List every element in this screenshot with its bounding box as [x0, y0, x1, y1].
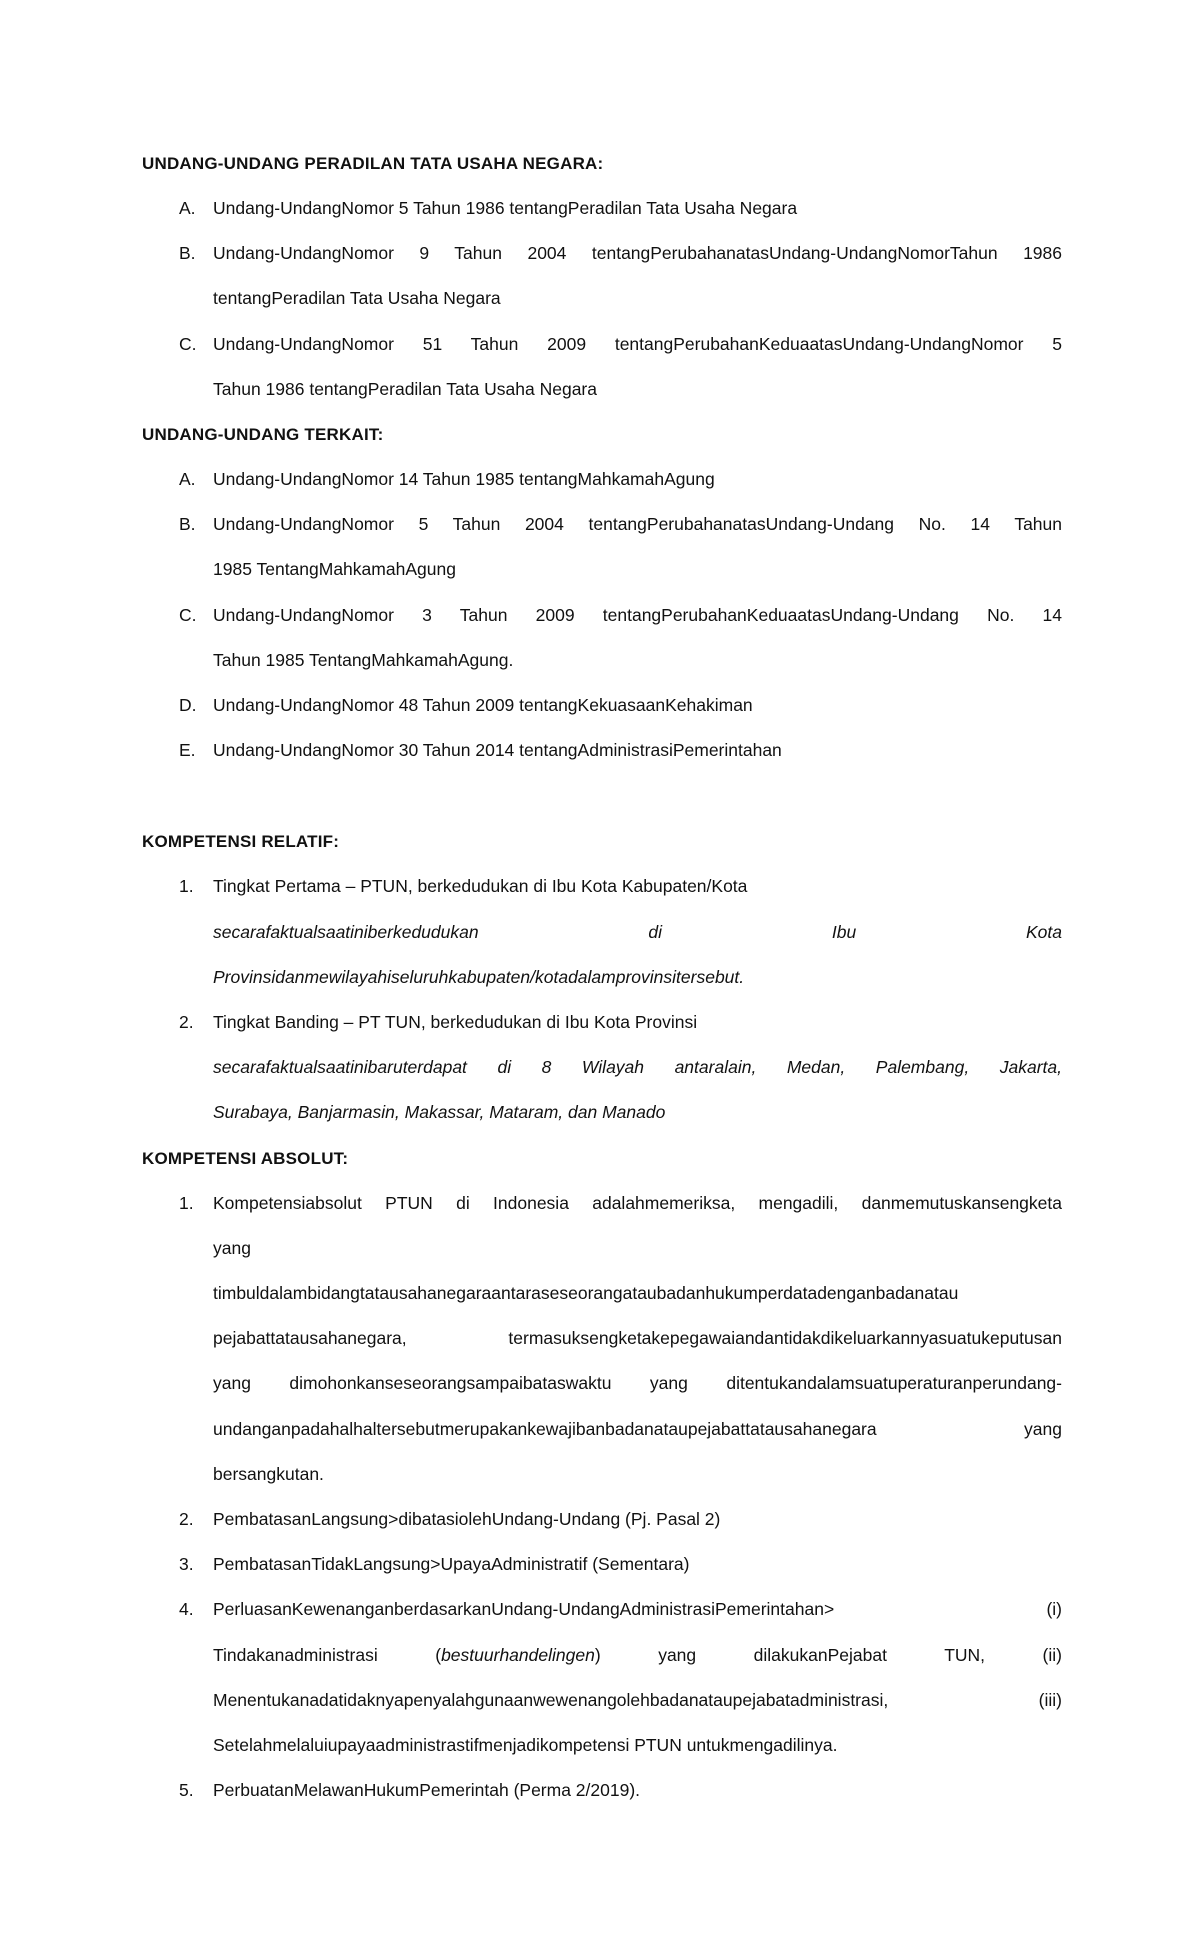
list-item-text: Undang-UndangNomor 14 Tahun 1985 tentangMahkamahAgung	[213, 469, 715, 490]
list-item	[142, 728, 1062, 773]
line-text-after: ) yang dilakukanPejabat TUN, (ii)	[594, 1644, 1062, 1665]
list-marker: 3.	[179, 1554, 194, 1575]
list-item-line: PerbuatanMelawanHukumPemerintah (Perma 2/2019).	[213, 1780, 641, 1801]
list-item-line: undanganpadahalhaltersebutmerupakankewajibanbadanataupejabattatausahanegara yang	[213, 1418, 1062, 1439]
list-item	[142, 1542, 1062, 1587]
list-item-text-cont: secarafaktualsaatiniberkedudukan di Ibu Kota	[213, 921, 1062, 942]
list-item-text: Tingkat Banding – PT TUN, berkedudukan di Ibu Kota Provinsi	[213, 1012, 698, 1033]
list-item-line: PerluasanKewenanganberdasarkanUndang-UndangAdministrasiPemerintahan> (i)	[213, 1599, 1062, 1620]
list-marker: B.	[179, 243, 196, 264]
list-marker: C.	[179, 333, 197, 354]
list-marker: 5.	[179, 1780, 194, 1801]
uu-ptun-list	[142, 186, 1062, 412]
list-item	[142, 1181, 1062, 1497]
list-item-text-cont: tentangPeradilan Tata Usaha Negara	[213, 288, 501, 309]
list-marker: 2.	[179, 1012, 194, 1033]
list-item-line: yang dimohonkanseseorangsampaibataswaktu yang ditentukandalamsuatuperaturanperundang-	[213, 1373, 1062, 1394]
kompetensi-relatif-list	[142, 864, 1062, 1135]
list-item-line: PembatasanTidakLangsung>UpayaAdministratif (Sementara)	[213, 1554, 690, 1575]
list-item-text: Undang-UndangNomor 5 Tahun 2004 tentangPerubahanatasUndang-Undang No. 14 Tahun	[213, 514, 1062, 535]
list-marker: D.	[179, 695, 197, 716]
list-marker: 4.	[179, 1599, 194, 1620]
kompetensi-absolut-list	[142, 1181, 1062, 1814]
list-item-text-cont: Provinsidanmewilayahiseluruhkabupaten/kotadalamprovinsitersebut.	[213, 966, 745, 987]
list-item	[142, 231, 1062, 321]
list-item-text: Undang-UndangNomor 51 Tahun 2009 tentangPerubahanKeduaatasUndang-UndangNomor 5	[213, 333, 1062, 354]
list-marker: 2.	[179, 1509, 194, 1530]
list-item	[142, 593, 1062, 683]
list-item-text: Undang-UndangNomor 5 Tahun 1986 tentangPeradilan Tata Usaha Negara	[213, 198, 798, 218]
list-item-text-cont: secarafaktualsaatinibaruterdapat di 8 Wilayah antaralain, Medan, Palembang, Jakarta,	[213, 1057, 1062, 1078]
list-item	[142, 864, 1062, 1000]
section-heading-kompetensi-relatif: KOMPETENSI RELATIF:	[142, 832, 340, 852]
list-item-text: Undang-UndangNomor 3 Tahun 2009 tentangPerubahanKeduaatasUndang-Undang No. 14	[213, 604, 1062, 625]
list-item	[142, 1587, 1062, 1768]
list-marker: A.	[179, 469, 196, 490]
list-item-text: Undang-UndangNomor 48 Tahun 2009 tentangKekuasaanKehakiman	[213, 695, 753, 716]
list-item	[142, 186, 1062, 231]
list-item	[142, 1000, 1062, 1136]
list-item-line: bersangkutan.	[213, 1463, 324, 1484]
list-item-line-with-italic	[213, 1633, 1062, 1678]
section-spacer	[142, 773, 1062, 819]
list-item	[142, 1497, 1062, 1542]
list-marker: 1.	[179, 876, 194, 897]
list-item-line: pejabattatausahanegara, termasuksengketakepegawaiandantidakdikeluarkannyasuatukeputusan	[213, 1328, 1062, 1349]
line-text-before: Tindakanadministrasi (	[213, 1644, 442, 1665]
list-item-text-cont: Tahun 1985 TentangMahkamahAgung.	[213, 649, 514, 670]
list-item-text: Tingkat Pertama – PTUN, berkedudukan di Ibu Kota Kabupaten/Kota	[213, 876, 748, 897]
list-marker: 1.	[179, 1192, 194, 1213]
list-item-text: Undang-UndangNomor 30 Tahun 2014 tentangAdministrasiPemerintahan	[213, 740, 782, 761]
list-item-line: timbuldalambidangtatausahanegaraantaraseseorangataubadanhukumperdatadenganbadanatau	[213, 1283, 959, 1304]
list-item-line: Setelahmelaluiupayaadministrastifmenjadikompetensi PTUN untukmengadilinya.	[213, 1735, 838, 1756]
list-item	[142, 502, 1062, 592]
section-heading-kompetensi-absolut: KOMPETENSI ABSOLUT:	[142, 1148, 349, 1168]
list-item	[142, 457, 1062, 502]
list-marker: E.	[179, 740, 196, 761]
list-item-line: Kompetensiabsolut PTUN di Indonesia adalahmemeriksa, mengadili, danmemutuskansengketa	[213, 1192, 1062, 1213]
list-item-text-cont: 1985 TentangMahkamahAgung	[213, 559, 456, 580]
list-item-text-cont: Surabaya, Banjarmasin, Makassar, Mataram, dan Manado	[213, 1102, 666, 1123]
italic-term: bestuurhandelingen	[441, 1644, 595, 1665]
list-item	[142, 1768, 1062, 1813]
list-item-line: PembatasanLangsung>dibatasiolehUndang-Undang (Pj. Pasal 2)	[213, 1509, 721, 1530]
list-item-line: Menentukanadatidaknyapenyalahgunaanwewenangolehbadanataupejabatadministrasi, (iii)	[213, 1689, 1062, 1710]
list-item	[142, 683, 1062, 728]
list-item-text-cont: Tahun 1986 tentangPeradilan Tata Usaha Negara	[213, 378, 597, 399]
uu-terkait-list	[142, 457, 1062, 773]
section-heading-uu-ptun: UNDANG-UNDANG PERADILAN TATA USAHA NEGARA:	[142, 154, 604, 173]
list-marker: C.	[179, 604, 197, 625]
list-item	[142, 322, 1062, 412]
list-item-line: yang	[213, 1237, 251, 1258]
list-marker: B.	[179, 514, 196, 535]
list-item-text: Undang-UndangNomor 9 Tahun 2004 tentangPerubahanatasUndang-UndangNomorTahun 1986	[213, 243, 1062, 264]
list-marker: A.	[179, 198, 196, 218]
section-heading-uu-terkait: UNDANG-UNDANG TERKAIT:	[142, 425, 384, 445]
